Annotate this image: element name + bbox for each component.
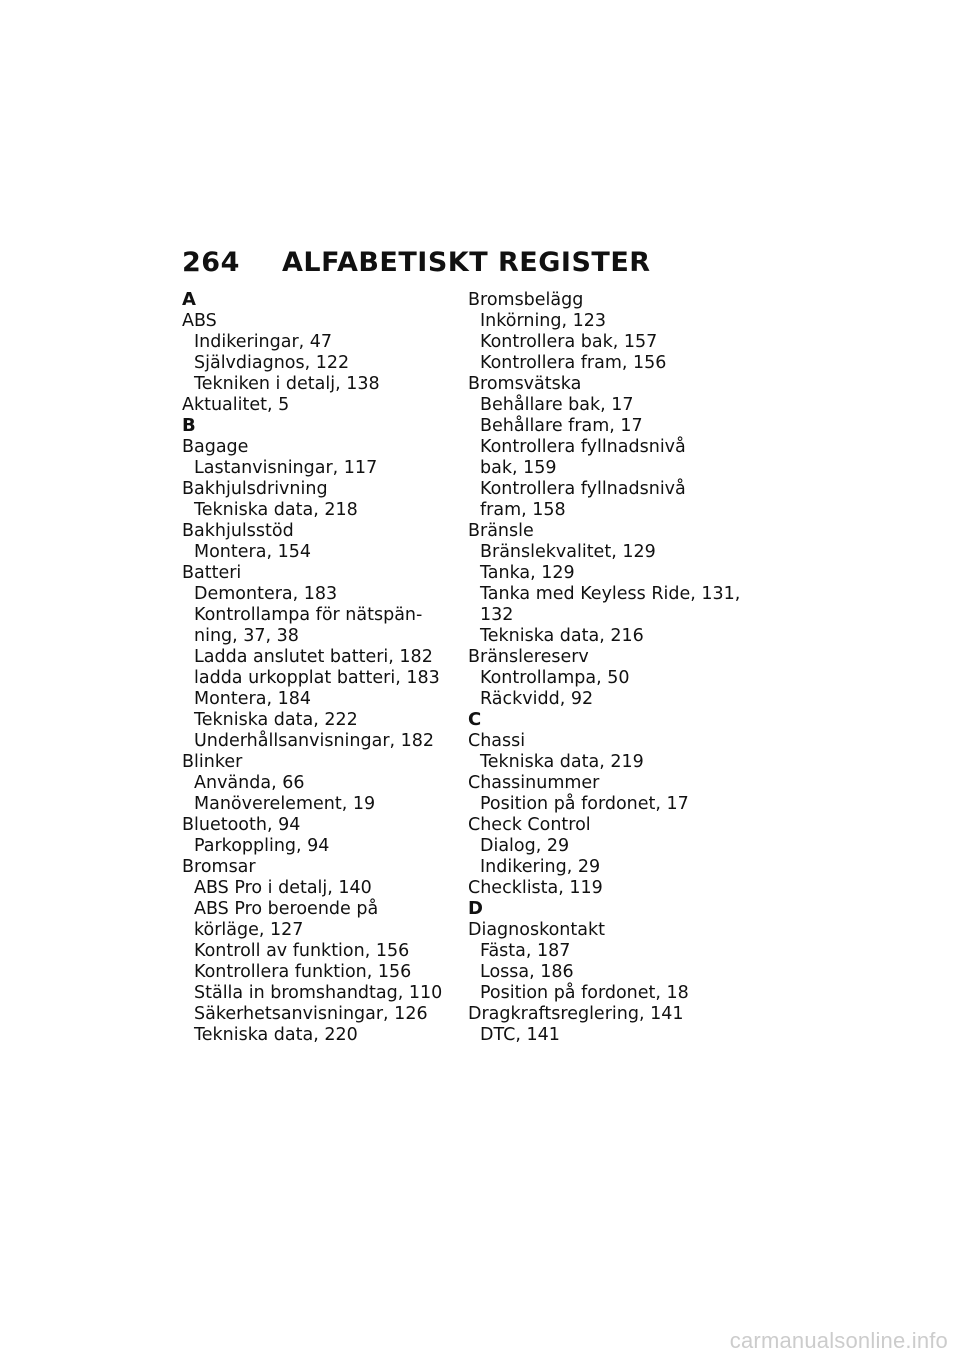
index-column-left bbox=[182, 290, 472, 1046]
index-letter-heading: D bbox=[468, 898, 483, 919]
index-subentry: Position på fordonet, 18 bbox=[480, 983, 689, 1003]
watermark-text: carmanualsonline.info bbox=[729, 1328, 948, 1353]
index-subentry: Kontrollera fyllnadsnivå bbox=[480, 437, 686, 457]
index-subentry: Självdiagnos, 122 bbox=[194, 353, 350, 373]
index-subentry: Position på fordonet, 17 bbox=[480, 794, 689, 814]
index-entry: Bränslereserv bbox=[468, 647, 589, 667]
index-entry: Dragkraftsreglering, 141 bbox=[468, 1004, 684, 1024]
index-entry: Aktualitet, 5 bbox=[182, 395, 290, 415]
index-entry: Bagage bbox=[182, 437, 249, 457]
index-subentry: Montera, 154 bbox=[194, 542, 311, 562]
index-subentry: Fästa, 187 bbox=[480, 941, 571, 961]
index-entry: Bromsar bbox=[182, 857, 256, 877]
page-header bbox=[182, 244, 651, 280]
index-entry: Bränsle bbox=[468, 521, 534, 541]
index-subentry: Kontrollera fyllnadsnivå bbox=[480, 479, 686, 499]
index-subentry: Indikering, 29 bbox=[480, 857, 601, 877]
index-subentry: ning, 37, 38 bbox=[194, 626, 299, 646]
index-entry: Chassi bbox=[468, 731, 526, 751]
index-entry: ABS bbox=[182, 311, 217, 331]
index-subentry: Inkörning, 123 bbox=[480, 311, 607, 331]
index-letter-heading: A bbox=[182, 289, 196, 310]
page-title: ALFABETISKT REGISTER bbox=[282, 246, 651, 278]
index-subentry: Demontera, 183 bbox=[194, 584, 338, 604]
index-subentry: Bränslekvalitet, 129 bbox=[480, 542, 656, 562]
index-entry: Bakhjulsstöd bbox=[182, 521, 294, 541]
index-subentry: Parkoppling, 94 bbox=[194, 836, 330, 856]
index-subentry: Tekniska data, 218 bbox=[194, 500, 358, 520]
index-subentry: Kontrollampa för nätspän- bbox=[194, 605, 423, 625]
index-entry: Bakhjulsdrivning bbox=[182, 479, 328, 499]
index-entry: Check Control bbox=[468, 815, 591, 835]
index-subentry: Tekniska data, 219 bbox=[480, 752, 644, 772]
index-subentry: DTC, 141 bbox=[480, 1025, 560, 1045]
index-subentry: Ladda anslutet batteri, 182 bbox=[194, 647, 433, 667]
index-subentry: Indikeringar, 47 bbox=[194, 332, 333, 352]
index-subentry: Tekniska data, 222 bbox=[194, 710, 358, 730]
index-subentry: Tekniska data, 220 bbox=[194, 1025, 358, 1045]
index-subentry: Kontroll av funktion, 156 bbox=[194, 941, 410, 961]
index-subentry: Underhållsanvisningar, 182 bbox=[194, 731, 435, 751]
index-letter-heading: B bbox=[182, 415, 196, 436]
index-entry: Bromsvätska bbox=[468, 374, 582, 394]
index-entry: Bromsbelägg bbox=[468, 290, 584, 310]
index-entry: Blinker bbox=[182, 752, 243, 772]
index-subentry: ladda urkopplat batteri, 183 bbox=[194, 668, 440, 688]
index-entry: Bluetooth, 94 bbox=[182, 815, 301, 835]
index-subentry: Kontrollampa, 50 bbox=[480, 668, 630, 688]
index-subentry: Tekniska data, 216 bbox=[480, 626, 644, 646]
index-entry: Chassinummer bbox=[468, 773, 600, 793]
index-subentry: Kontrollera funktion, 156 bbox=[194, 962, 412, 982]
index-subentry: Tanka med Keyless Ride, 131, bbox=[480, 584, 741, 604]
index-subentry: Montera, 184 bbox=[194, 689, 311, 709]
index-column-right bbox=[468, 290, 758, 1046]
index-subentry: fram, 158 bbox=[480, 500, 566, 520]
index-subentry: Manöverelement, 19 bbox=[194, 794, 376, 814]
index-letter-heading: C bbox=[468, 709, 482, 730]
index-entry: Checklista, 119 bbox=[468, 878, 603, 898]
index-subentry: bak, 159 bbox=[480, 458, 557, 478]
index-subentry: Dialog, 29 bbox=[480, 836, 570, 856]
index-subentry: Kontrollera bak, 157 bbox=[480, 332, 658, 352]
index-subentry: Lastanvisningar, 117 bbox=[194, 458, 378, 478]
index-subentry: Ställa in bromshandtag, 110 bbox=[194, 983, 443, 1003]
index-subentry: ABS Pro i detalj, 140 bbox=[194, 878, 372, 898]
page-number: 264 bbox=[182, 246, 240, 278]
index-subentry: ABS Pro beroende på bbox=[194, 899, 379, 919]
index-entry: Batteri bbox=[182, 563, 242, 583]
index-subentry: körläge, 127 bbox=[194, 920, 304, 940]
index-subentry: 132 bbox=[480, 605, 514, 625]
index-subentry: Tekniken i detalj, 138 bbox=[194, 374, 380, 394]
index-entry: Diagnoskontakt bbox=[468, 920, 605, 940]
index-subentry: Behållare bak, 17 bbox=[480, 395, 634, 415]
index-subentry: Behållare fram, 17 bbox=[480, 416, 643, 436]
index-subentry: Använda, 66 bbox=[194, 773, 305, 793]
index-subentry: Lossa, 186 bbox=[480, 962, 574, 982]
index-subentry: Säkerhetsanvisningar, 126 bbox=[194, 1004, 428, 1024]
index-subentry: Räckvidd, 92 bbox=[480, 689, 594, 709]
index-subentry: Kontrollera fram, 156 bbox=[480, 353, 667, 373]
index-subentry: Tanka, 129 bbox=[480, 563, 575, 583]
